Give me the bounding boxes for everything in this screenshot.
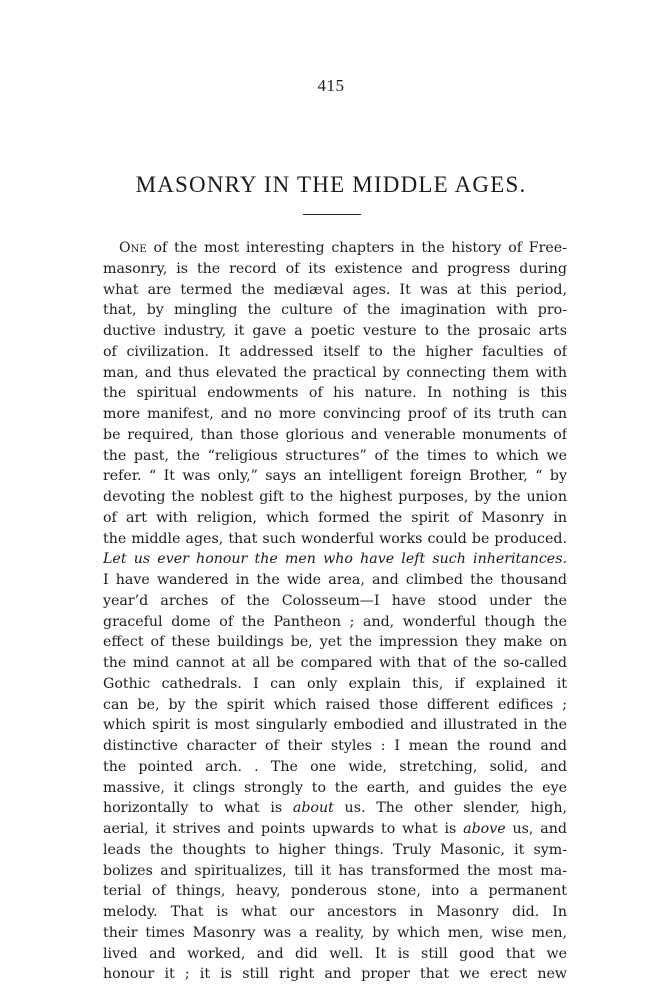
text-line: leads the thoughts to higher things. Truly Masonic, it sym- (103, 841, 567, 858)
text-line: refer. “ It was only,” says an intelligent foreign Brother, “ by (103, 468, 567, 485)
article-body (103, 238, 567, 985)
text-line-italic (103, 549, 567, 570)
text-line: more manifest, and no more convincing proof of its truth can (103, 406, 567, 422)
opening-word: One (119, 240, 147, 256)
text-line (103, 819, 567, 840)
italic-text: Let us ever honour the men who have left such inheritances. (103, 551, 567, 568)
text-line: the middle ages, that such wonderful works could be produced. (103, 530, 567, 547)
text-line: honour it ; it is still right and proper that we erect new (103, 966, 567, 983)
italic-word: above (463, 821, 506, 837)
text-line: distinctive character of their styles : I mean the round and (103, 738, 567, 754)
text-line: effect of these buildings be, yet the impression they make on (103, 634, 567, 651)
text-line: devoting the noblest gift to the highest purposes, by the union (103, 489, 567, 505)
text-line: their times Masonry was a reality, by which men, wise men, (103, 924, 567, 941)
text-line: melody. That is what our ancestors in Masonry did. In (103, 904, 567, 920)
text-line: of civilization. It addressed itself to the higher faculties of (103, 343, 567, 360)
text-line: lived and worked, and did well. It is still good that we (103, 945, 567, 962)
page-number: 415 (317, 76, 345, 95)
text-line (103, 798, 567, 819)
text-line: be required, than those glorious and venerable monuments of (103, 426, 567, 443)
text-line: the spiritual endowments of his nature. In nothing is this (103, 385, 567, 402)
text-line: year’d arches of the Colosseum—I have stood under the (103, 592, 567, 609)
text-line: the mind cannot at all be compared with that of the so-called (103, 655, 567, 671)
text-fragment: us. The other slender, high, (333, 800, 567, 817)
text-line: what are termed the mediæval ages. It was at this period, (103, 281, 567, 298)
text-line: massive, it clings strongly to the earth, and guides the eye (103, 779, 567, 796)
text-line (103, 238, 567, 259)
text-line: man, and thus elevated the practical by connecting them with (103, 364, 567, 381)
text-line: the pointed arch. . The one wide, stretching, solid, and (103, 758, 567, 775)
text-line: of art with religion, which formed the spirit of Masonry in (103, 509, 567, 526)
text-line: ductive industry, it gave a poetic vesture to the prosaic arts (103, 323, 567, 339)
text-line: that, by mingling the culture of the imagination with pro- (103, 302, 567, 319)
text-line: I have wandered in the wide area, and climbed the thousand (103, 572, 567, 588)
text-line: can be, by the spirit which raised those different edifices ; (103, 696, 567, 713)
text-line: the past, the “religious structures” of the times to which we (103, 447, 567, 464)
text-line: Gothic cathedrals. I can only explain this, if explained it (103, 675, 567, 692)
text-line: terial of things, heavy, ponderous stone, into a permanent (103, 883, 567, 900)
text-fragment: us, and (505, 821, 567, 837)
text-fragment: of the most interesting chapters in the history of Free- (146, 240, 567, 256)
italic-word: about (292, 800, 334, 817)
text-fragment: horizontally to what is (103, 800, 293, 817)
text-line: which spirit is most singularly embodied and illustrated in the (103, 717, 567, 734)
text-fragment: aerial, it strives and points upwards to what is (103, 821, 464, 837)
text-line: bolizes and spiritualizes, till it has transformed the most ma- (103, 862, 567, 879)
title-divider (303, 214, 361, 215)
text-line: graceful dome of the Pantheon ; and, wonderful though the (103, 613, 567, 630)
article-title: MASONRY IN THE MIDDLE AGES. (135, 172, 527, 197)
text-line: masonry, is the record of its existence and progress during (103, 260, 567, 277)
